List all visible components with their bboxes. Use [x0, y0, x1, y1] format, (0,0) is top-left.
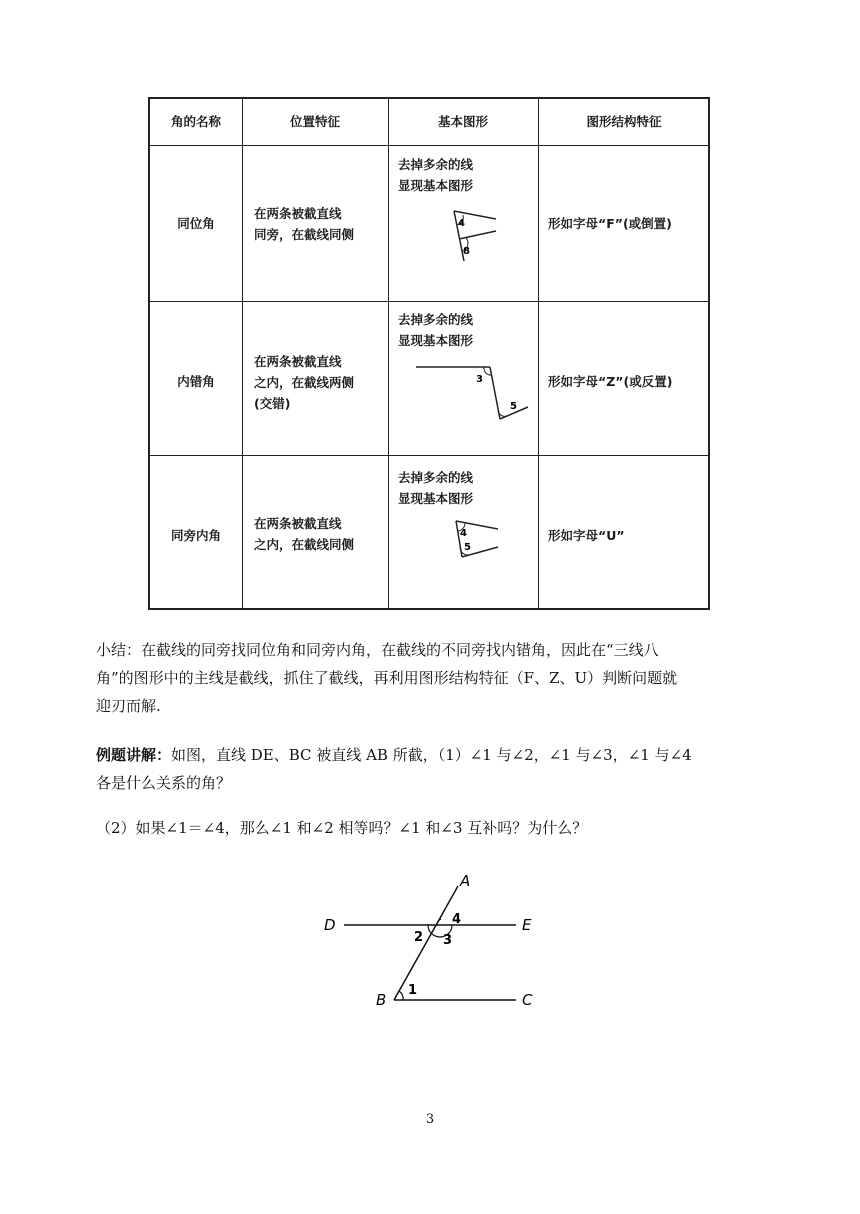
point-E: E: [522, 916, 532, 934]
header-position-feature: 位置特征: [289, 114, 340, 129]
angle-types-table: [148, 97, 710, 610]
summary-line-3: 迎刃而解.: [96, 697, 161, 715]
row2-alternate-interior-angles-figure: [412, 361, 532, 427]
row2-angle-name: 内错角: [177, 374, 215, 389]
row2-label-3: 3: [476, 374, 483, 385]
row3-same-side-interior-angles-figure: [440, 515, 510, 561]
point-D: D: [324, 916, 336, 934]
row3-position: 在两条被截直线 之内，在截线同侧: [254, 516, 355, 552]
row1-corresponding-angles-figure: [438, 207, 508, 263]
row3-label-4: 4: [460, 528, 467, 539]
row1-label-8: 8: [463, 246, 470, 257]
example-question-2: （2）如果∠1＝∠4，那么∠1 和∠2 相等吗？∠1 和∠3 互补吗？为什么？: [96, 819, 588, 837]
row1-angle-name: 同位角: [177, 216, 215, 231]
angle-3-label: 3: [443, 933, 453, 948]
transversal-diagram: [310, 868, 550, 1018]
header-angle-name: 角的名称: [170, 114, 221, 129]
example-label: 例题讲解：: [96, 746, 172, 764]
row3-structure: 形如字母“U”: [548, 528, 625, 543]
row2-position: 在两条被截直线 之内，在截线两侧 (交错): [254, 354, 355, 411]
row1-position: 在两条被截直线 同旁，在截线同侧: [254, 206, 355, 242]
header-structure-feature: 图形结构特征: [586, 114, 662, 129]
example-paragraph: [96, 741, 768, 797]
summary-line-2: 角”的图形中的主线是截线，抓住了截线，再利用图形结构特征（F、Z、U）判断问题就: [96, 669, 678, 687]
row3-angle-name: 同旁内角: [170, 528, 221, 543]
point-B: B: [376, 991, 387, 1009]
row1-structure: 形如字母“F”(或倒置): [548, 216, 672, 231]
point-A: A: [460, 872, 471, 890]
row2-label-5: 5: [510, 401, 517, 412]
row2-structure: 形如字母“Z”(或反置): [548, 374, 673, 389]
angle-2-label: 2: [414, 930, 424, 945]
page-number: 3: [425, 1112, 435, 1127]
row1-label-4: 4: [458, 218, 465, 229]
angle-1-label: 1: [408, 983, 418, 998]
example-line-1-text: 如图，直线 DE、BC 被直线 AB 所截，（1）∠1 与∠2，∠1 与∠3，∠1 与∠4: [171, 746, 692, 764]
summary-line-1: 小结：在截线的同旁找同位角和同旁内角，在截线的不同旁找内错角，因此在“三线八: [96, 641, 659, 659]
row3-label-5: 5: [464, 542, 471, 553]
row1-figure-caption: 去掉多余的线 显现基本图形: [398, 157, 474, 193]
summary-paragraph: [96, 636, 768, 720]
header-basic-figure: 基本图形: [437, 114, 488, 129]
point-C: C: [522, 991, 533, 1009]
example-line-2: 各是什么关系的角？: [96, 774, 232, 792]
row3-figure-caption: 去掉多余的线 显现基本图形: [398, 470, 474, 506]
row2-figure-caption: 去掉多余的线 显现基本图形: [398, 312, 474, 348]
example-line-1: [96, 741, 768, 769]
angle-4-label: 4: [452, 912, 462, 927]
